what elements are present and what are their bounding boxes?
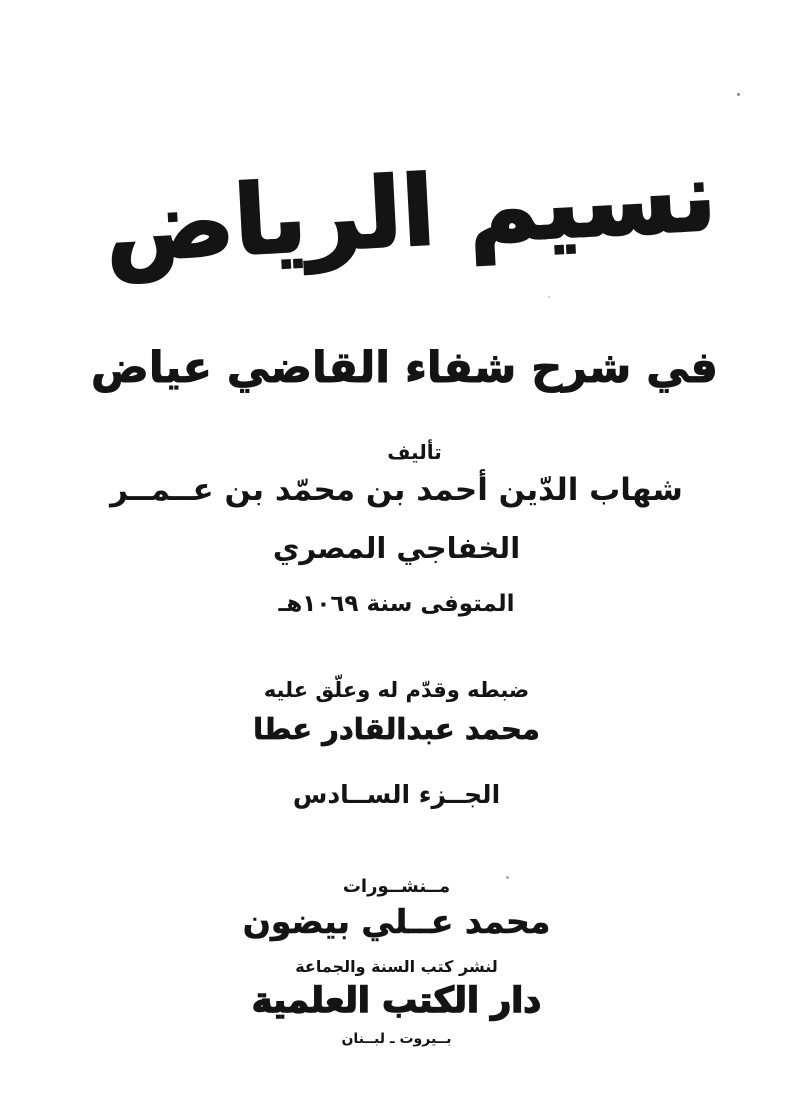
- publisher-name-signature: محمد عــلي بيضون: [242, 902, 551, 941]
- volume-label: الجــزء الســادس: [292, 780, 501, 809]
- book-subtitle: في شرح شفاء القاضي عياض: [91, 343, 718, 393]
- book-title-calligraphy: نسيم الرياض: [102, 140, 719, 284]
- editor-name: محمد عبدالقادر عطا: [253, 712, 540, 746]
- byline-label: تأليف: [387, 440, 442, 464]
- publishing-house-logo: دار الكتب العلمية: [251, 981, 542, 1021]
- scan-speck: [506, 876, 509, 879]
- editor-credit-label: ضبطه وقدّم له وعلّق عليه: [263, 678, 530, 702]
- publisher-tagline: لنشر كتب السنة والجماعة: [295, 957, 498, 976]
- author-name-line2: الخفاجي المصري: [272, 531, 521, 565]
- scan-speck: [737, 93, 740, 96]
- author-death-note: المتوفى سنة ١٠٦٩هـ: [278, 591, 515, 617]
- publisher-location: بــيروت ـ لبــنان: [341, 1031, 452, 1047]
- publications-label: مــنشــورات: [342, 876, 451, 897]
- scan-speck: [548, 296, 550, 298]
- author-name-line1: شهاب الدّين أحمد بن محمّد بن عــمــر: [110, 472, 683, 508]
